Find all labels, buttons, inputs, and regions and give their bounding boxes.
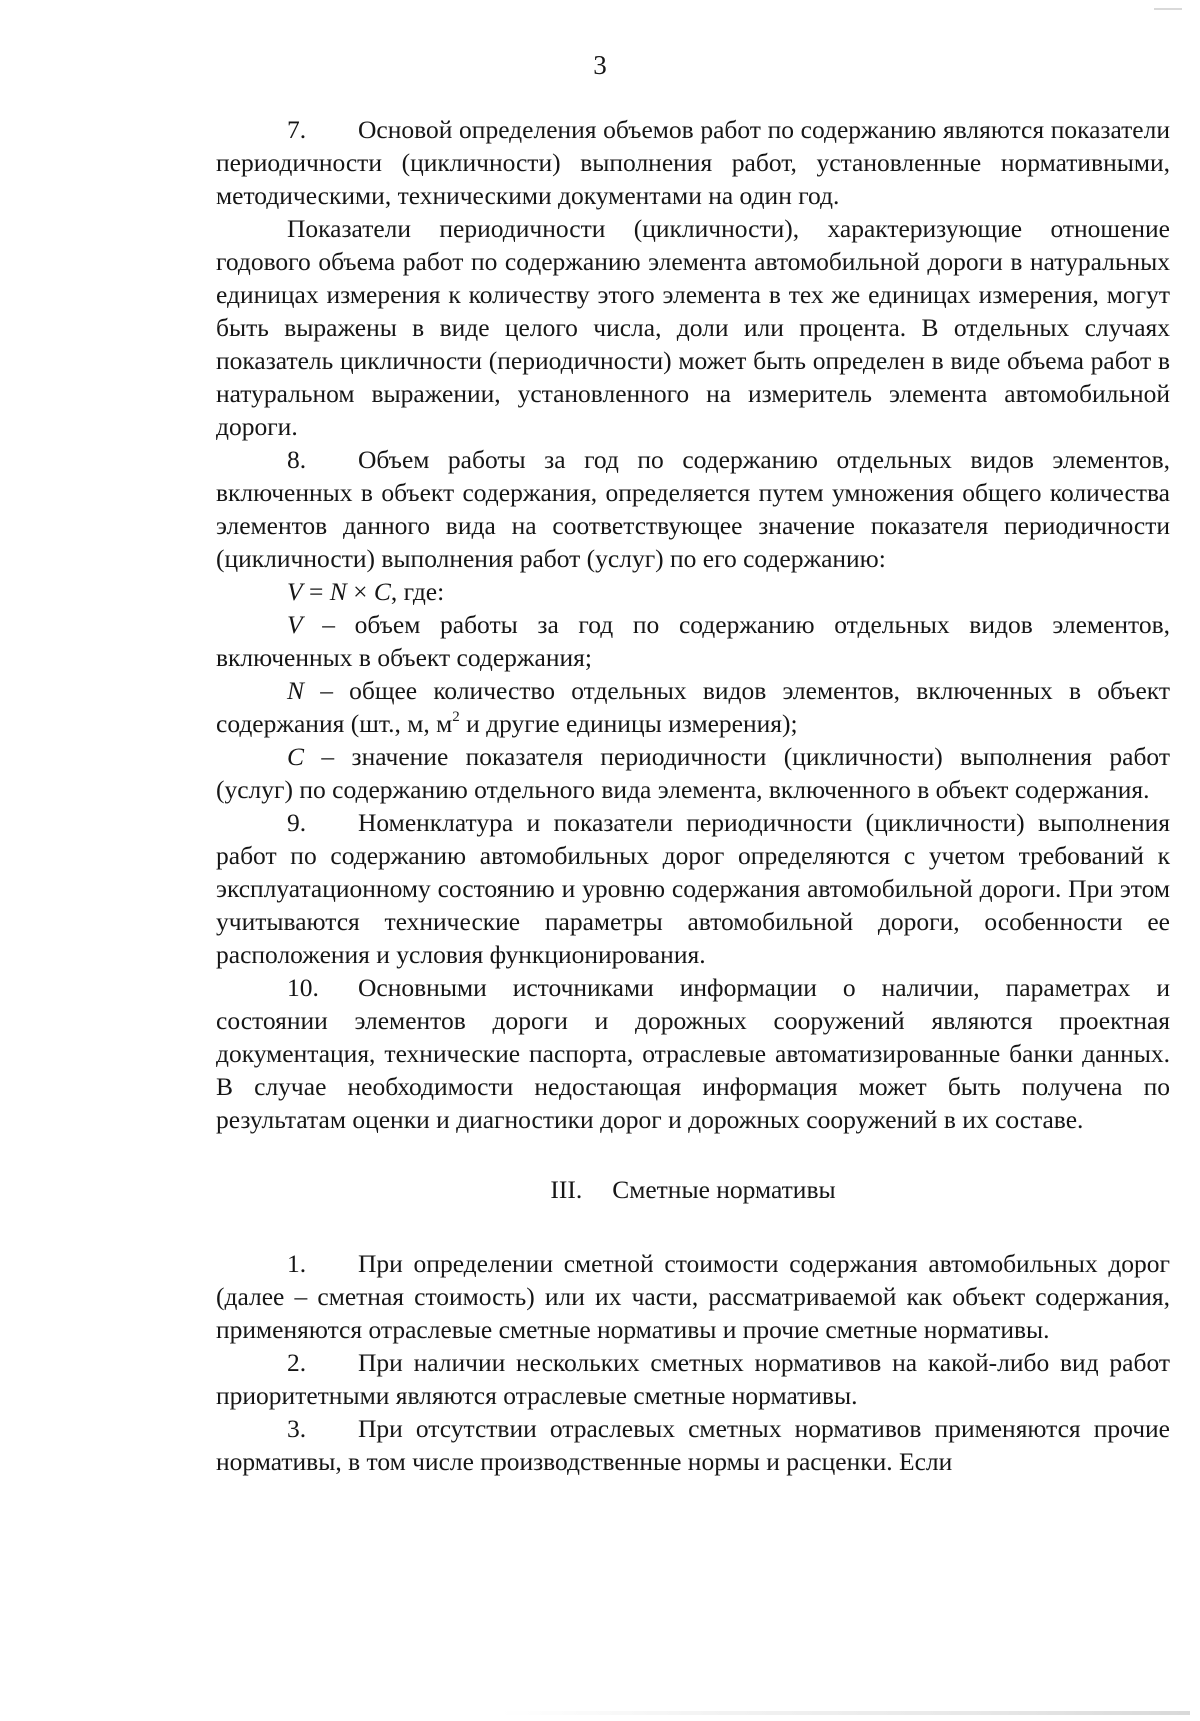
paragraph-text: При наличии нескольких сметных нормативов на какой-либо вид работ приоритетными являются отраслевые сметные нормативы. xyxy=(216,1348,1170,1410)
definition-symbol: V xyxy=(287,610,303,639)
paragraph-number: 9. xyxy=(287,808,307,837)
paragraph-indicators xyxy=(216,212,1170,443)
paragraph-9 xyxy=(216,806,1170,971)
superscript: 2 xyxy=(452,708,460,725)
section-paragraph-3 xyxy=(216,1412,1170,1478)
scan-artifact-bottom xyxy=(500,1711,1190,1715)
formula-times: × xyxy=(346,577,374,606)
scan-artifact-top xyxy=(1154,8,1182,10)
paragraph-text: При отсутствии отраслевых сметных нормативов применяются прочие нормативы, в том числе производственные нормы и расценки. Если xyxy=(216,1414,1170,1476)
paragraph-text: Показатели периодичности (цикличности), характеризующие отношение годового объема работ по содержанию элемента автомобильной дороги в натуральных единицах измерения к количеству этого элемента в тех же единицах измерения, могут быть выражены в виде целого числа, доли или процента. В отдельных случаях показатель цикличности (периодичности) может быть определен в виде объема работ в натуральном выражении, установленного на измеритель элемента автомобильной дороги. xyxy=(216,214,1170,441)
definition-text-tail: и другие единицы измерения); xyxy=(459,709,798,738)
section-number: III. xyxy=(550,1175,583,1204)
formula-tail: , где: xyxy=(390,577,445,606)
paragraph-text: Номенклатура и показатели периодичности (цикличности) выполнения работ по содержанию автомобильных дорог определяются с учетом требований к эксплуатационному состоянию и уровню содержания автомобильной дороги. При этом учитываются технические параметры автомобильной дороги, особенности ее расположения и условия функционирования. xyxy=(216,808,1170,969)
definition-text: – общее количество отдельных видов элементов, включенных в объект содержания (шт., м, м xyxy=(216,676,1170,738)
formula xyxy=(216,575,1170,608)
paragraph-number: 2. xyxy=(287,1348,307,1377)
paragraph-7 xyxy=(216,113,1170,212)
definition-text: – объем работы за год по содержанию отдельных видов элементов, включенных в объект содержания; xyxy=(216,610,1170,672)
formula-equals: = xyxy=(302,577,330,606)
document-body xyxy=(216,113,1170,1478)
section-paragraph-1 xyxy=(216,1247,1170,1346)
paragraph-text: При определении сметной стоимости содержания автомобильных дорог (далее – сметная стоимость) или их части, рассматриваемой как объект содержания, применяются отраслевые сметные нормативы и прочие сметные нормативы. xyxy=(216,1249,1170,1344)
paragraph-text: Основными источниками информации о наличии, параметрах и состоянии элементов дороги и дорожных сооружений являются проектная документация, технические паспорта, отраслевые автоматизированные банки данных. В случае необходимости недостающая информация может быть получена по результатам оценки и диагностики дорог и дорожных сооружений в их составе. xyxy=(216,973,1170,1134)
section-paragraph-2 xyxy=(216,1346,1170,1412)
formula-symbol-v: V xyxy=(287,577,303,606)
paragraph-10 xyxy=(216,971,1170,1136)
paragraph-text: Объем работы за год по содержанию отдельных видов элементов, включенных в объект содержания, определяется путем умножения общего количества элементов данного вида на соответствующее значение показателя периодичности (цикличности) выполнения работ (услуг) по его содержанию: xyxy=(216,445,1170,573)
formula-symbol-n: N xyxy=(329,577,347,606)
definition-symbol: C xyxy=(287,742,305,771)
section-heading xyxy=(216,1173,1170,1206)
definition-symbol: N xyxy=(287,676,305,705)
formula-symbol-c: C xyxy=(373,577,391,606)
paragraph-number: 3. xyxy=(287,1414,307,1443)
section-title: Сметные нормативы xyxy=(612,1175,836,1204)
page-number: 3 xyxy=(593,50,607,80)
definition-c xyxy=(216,740,1170,806)
paragraph-text: Основой определения объемов работ по содержанию являются показатели периодичности (цикличности) выполнения работ, установленные нормативными, методическими, техническими документами на один год. xyxy=(216,115,1170,210)
paragraph-number: 7. xyxy=(287,115,307,144)
paragraph-number: 8. xyxy=(287,445,307,474)
paragraph-number: 1. xyxy=(287,1249,307,1278)
definition-text: – значение показателя периодичности (цикличности) выполнения работ (услуг) по содержанию отдельного вида элемента, включенного в объект содержания. xyxy=(216,742,1170,804)
definition-v xyxy=(216,608,1170,674)
paragraph-8 xyxy=(216,443,1170,575)
paragraph-number: 10. xyxy=(287,973,319,1002)
definition-n xyxy=(216,674,1170,740)
